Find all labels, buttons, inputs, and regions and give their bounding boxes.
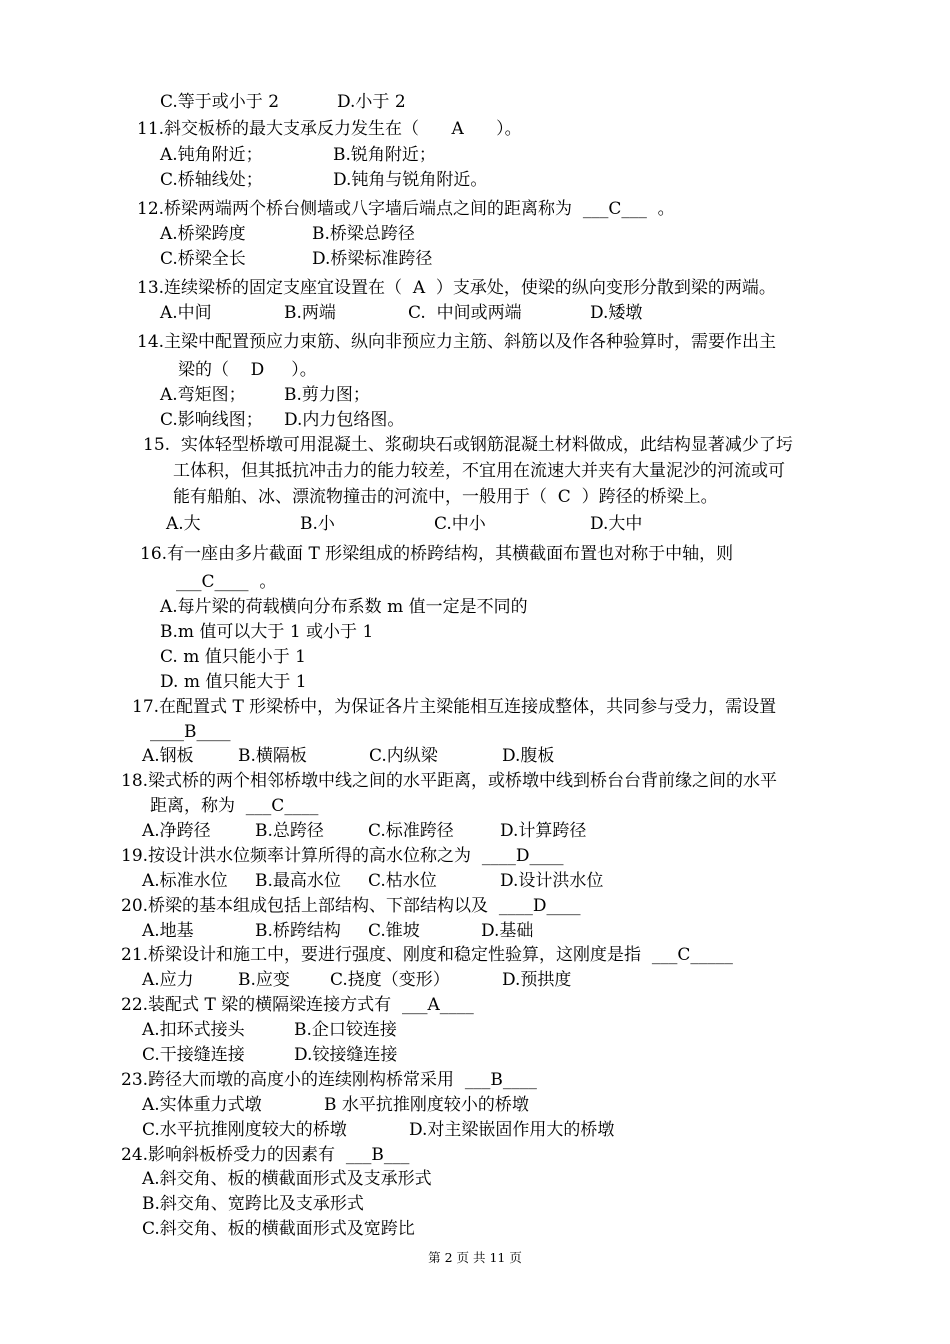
- option-b: B.桥跨结构: [255, 921, 341, 941]
- option-d: D.腹板: [502, 746, 555, 766]
- question-17-line-2: ____B____: [150, 722, 231, 742]
- option-c: C.内纵梁: [369, 746, 438, 766]
- q13-options: [160, 302, 642, 324]
- q20-options: [142, 920, 533, 942]
- q23-options-cd: [142, 1119, 614, 1141]
- option-d: D. m 值只能大于 1: [160, 672, 307, 692]
- option-c: C.枯水位: [368, 871, 437, 891]
- option-a: A.大: [166, 514, 201, 534]
- option-c: C.水平抗推刚度较大的桥墩: [142, 1120, 347, 1140]
- q21-options: [142, 969, 571, 991]
- option-d: D.钝角与锐角附近。: [333, 170, 488, 190]
- q11-options-ab: [160, 144, 436, 166]
- option-b: B.剪力图；: [284, 385, 370, 405]
- option-a: A.钝角附近；: [160, 145, 263, 165]
- option-d: D.铰接缝连接: [294, 1045, 398, 1065]
- q14-options-ab: [160, 384, 370, 406]
- question-18-line-1: 18.梁式桥的两个相邻桥墩中线之间的水平距离，或桥墩中线到桥台台背前缘之间的水平: [121, 771, 778, 791]
- option-c: C.斜交角、板的横截面形式及宽跨比: [142, 1219, 415, 1239]
- option-c: C.桥梁全长: [160, 249, 246, 269]
- q22-options-ab: [142, 1019, 397, 1041]
- question-16-line-1: 16.有一座由多片截面 T 形梁组成的桥跨结构，其横截面布置也对称于中轴，则: [140, 544, 734, 564]
- question-14-line-1: 14.主梁中配置预应力束筋、纵向非预应力主筋、斜筋以及作各种验算时，需要作出主: [137, 332, 777, 352]
- option-d: D.基础: [481, 921, 534, 941]
- option-a: A.钢板: [142, 746, 194, 766]
- option-a: A.斜交角、板的横截面形式及支承形式: [142, 1169, 432, 1189]
- option-b: B 水平抗推刚度较小的桥墩: [324, 1095, 529, 1115]
- option-a: A.净跨径: [142, 821, 211, 841]
- question-14-line-2: 梁的（ D ）。: [178, 360, 317, 380]
- option-a: A.扣环式接头: [142, 1020, 245, 1040]
- q12-options-ab: [160, 223, 415, 245]
- question-12: 12.桥梁两端两个桥台侧墙或八字墙后端点之间的距离称为 ___C___ 。: [137, 199, 675, 219]
- option-d: D.矮墩: [590, 303, 643, 323]
- question-15-line-2: 工体积，但其抵抗冲击力的能力较差，不宜用在流速大并夹有大量泥沙的河流或可: [173, 461, 785, 481]
- option-b: B.桥梁总跨径: [312, 224, 415, 244]
- option-d: D.预拱度: [502, 970, 572, 990]
- option-a: A.标准水位: [142, 871, 228, 891]
- q10-options: [160, 91, 406, 113]
- option-b: B.小: [300, 514, 335, 534]
- option-a: A.每片梁的荷载横向分布系数 m 值一定是不同的: [160, 597, 528, 617]
- question-13: 13.连续梁桥的固定支座宜设置在（ A ）支承处，使梁的纵向变形分散到梁的两端。: [137, 278, 776, 298]
- q14-options-cd: [160, 409, 404, 431]
- question-11: 11.斜交板桥的最大支承反力发生在（ A ）。: [137, 119, 522, 139]
- option-b: B.企口铰连接: [294, 1020, 397, 1040]
- option-c: C. m 值只能小于 1: [160, 647, 306, 667]
- option-d: D.计算跨径: [500, 821, 587, 841]
- question-15-line-1: 15. 实体轻型桥墩可用混凝土、浆砌块石或钢筋混凝土材料做成，此结构显著减少了圬: [143, 435, 793, 455]
- option-c: C.影响线图；: [160, 410, 263, 430]
- question-21: 21.桥梁设计和施工中，要进行强度、刚度和稳定性验算，这刚度是指 ___C_____: [121, 945, 733, 965]
- option-b: B.m 值可以大于 1 或小于 1: [160, 622, 374, 642]
- question-24: 24.影响斜板桥受力的因素有 ___B___: [121, 1145, 410, 1165]
- page-number-footer: 第 2 页 共 11 页: [428, 1250, 522, 1265]
- q22-options-cd: [142, 1044, 397, 1066]
- option-d: D.桥梁标准跨径: [312, 249, 433, 269]
- q18-options: [142, 820, 586, 842]
- option-b: B.最高水位: [255, 871, 341, 891]
- option-a: A.中间: [160, 303, 212, 323]
- option-c: C.锥坡: [368, 921, 420, 941]
- question-22: 22.装配式 T 梁的横隔梁连接方式有 ___A____: [121, 995, 474, 1015]
- q17-options: [142, 745, 554, 767]
- question-15-line-3: 能有船舶、冰、漂流物撞击的河流中，一般用于（ C ）跨径的桥梁上。: [173, 487, 718, 507]
- option-d: D.小于 2: [337, 92, 406, 112]
- option-c: C.标准跨径: [368, 821, 454, 841]
- option-c: C.中小: [434, 514, 486, 534]
- question-20: 20.桥梁的基本组成包括上部结构、下部结构以及 ____D____: [121, 896, 581, 916]
- option-a: A.弯矩图；: [160, 385, 246, 405]
- option-c: C.挠度（变形）: [330, 970, 450, 990]
- question-16-line-2: ___C____ 。: [176, 572, 277, 592]
- option-c: C.桥轴线处；: [160, 170, 263, 190]
- option-b: B.锐角附近；: [333, 145, 436, 165]
- option-b: B.两端: [284, 303, 336, 323]
- question-18-line-2: 距离，称为 ___C____: [150, 796, 319, 816]
- q23-options-ab: [142, 1094, 529, 1116]
- question-23: 23.跨径大而墩的高度小的连续刚构桥常采用 ___B____: [121, 1070, 537, 1090]
- option-c: C.等于或小于 2: [160, 92, 280, 112]
- option-c: C. 中间或两端: [408, 303, 522, 323]
- option-d: D.大中: [590, 514, 643, 534]
- option-a: A.应力: [142, 970, 194, 990]
- option-a: A.桥梁跨度: [160, 224, 246, 244]
- option-a: A.实体重力式墩: [142, 1095, 262, 1115]
- option-b: B.应变: [238, 970, 290, 990]
- question-19: 19.按设计洪水位频率计算所得的高水位称之为 ____D____: [121, 846, 564, 866]
- q12-options-cd: [160, 248, 432, 270]
- option-b: B.斜交角、宽跨比及支承形式: [142, 1194, 364, 1214]
- question-17-line-1: 17.在配置式 T 形梁桥中，为保证各片主梁能相互连接成整体，共同参与受力，需设置: [132, 697, 777, 717]
- option-c: C.干接缝连接: [142, 1045, 245, 1065]
- option-a: A.地基: [142, 921, 194, 941]
- option-d: D.内力包络图。: [284, 410, 405, 430]
- q19-options: [142, 870, 603, 892]
- option-b: B.总跨径: [255, 821, 324, 841]
- q11-options-cd: [160, 169, 487, 191]
- option-d: D.设计洪水位: [500, 871, 604, 891]
- option-b: B.横隔板: [238, 746, 307, 766]
- option-d: D.对主梁嵌固作用大的桥墩: [409, 1120, 615, 1140]
- q15-options: [166, 513, 642, 535]
